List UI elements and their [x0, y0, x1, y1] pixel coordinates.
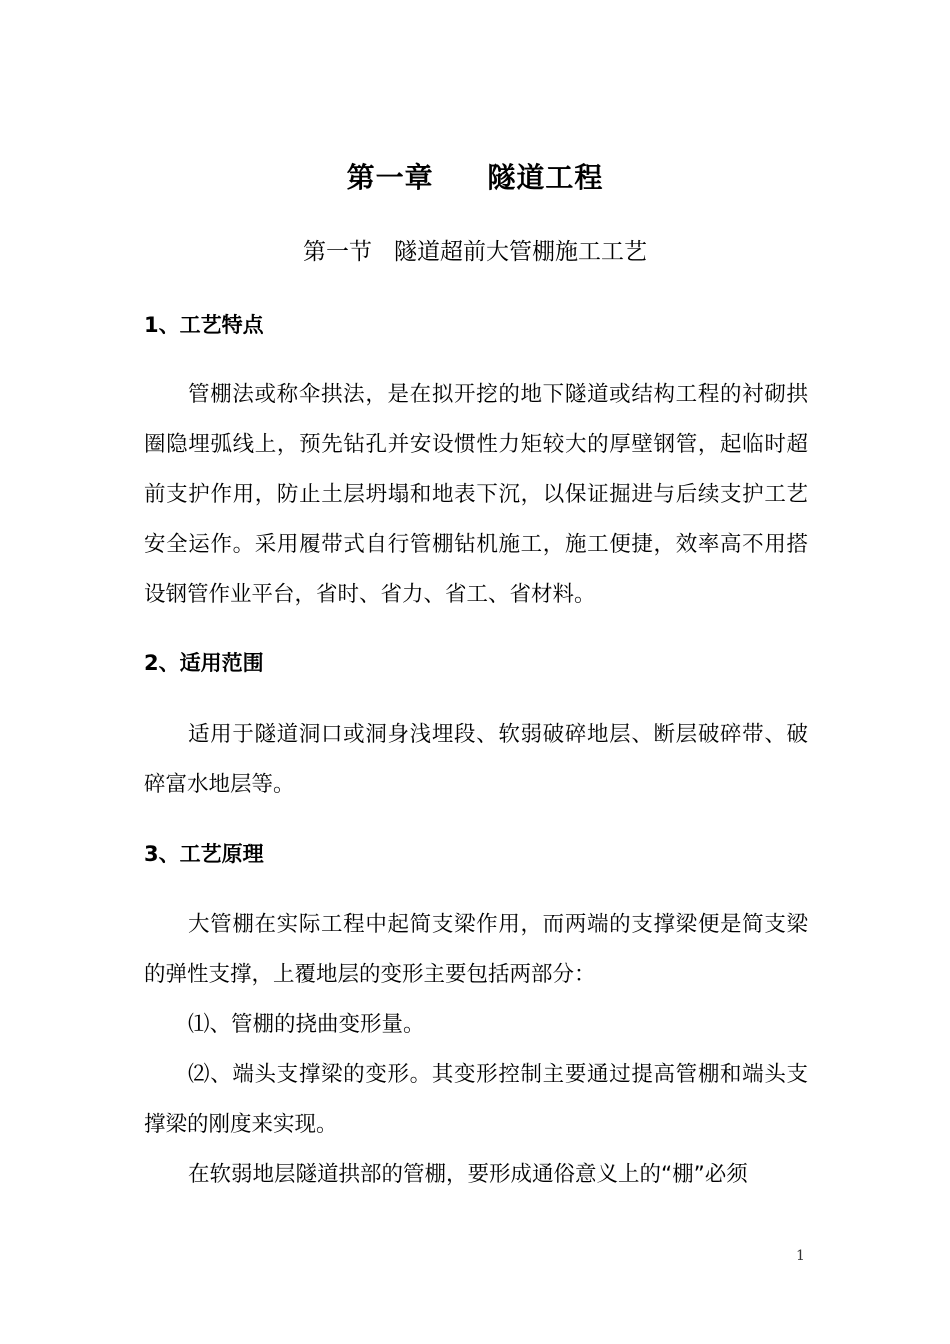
- section-title: 第一节 隧道超前大管棚施工工艺: [303, 239, 647, 265]
- heading-process-features: 1、工艺特点: [144, 313, 264, 337]
- heading-scope: 2、适用范围: [144, 651, 264, 675]
- paragraph-principle-item-1: ⑴、管棚的挠曲变形量。: [188, 1012, 425, 1037]
- page-number: 1: [796, 1248, 805, 1264]
- paragraph-process-features: 管棚法或称伞拱法，是在拟开挖的地下隧道或结构工程的衬砌拱圈隐埋弧线上，预先钻孔并安设惯性力矩较大的厚壁钢管，起临时超前支护作用，防止土层坍塌和地表下沉，以保证掘进与后续支护工艺安全运作。采用履带式自行管棚钻机施工，施工便捷，效率高不用搭设钢管作业平台，省时、省力、省工、省材料。: [144, 382, 808, 607]
- paragraph-principle-continued: 在软弱地层隧道拱部的管棚，要形成通俗意义上的“棚”必须: [188, 1162, 748, 1187]
- paragraph-scope: 适用于隧道洞口或洞身浅埋段、软弱破碎地层、断层破碎带、破碎富水地层等。: [144, 722, 808, 797]
- paragraph-principle-intro: 大管棚在实际工程中起简支梁作用，而两端的支撑梁便是简支梁的弹性支撑，上覆地层的变形主要包括两部分：: [144, 912, 808, 987]
- heading-principle: 3、工艺原理: [144, 842, 264, 866]
- paragraph-principle-item-2: ⑵、端头支撑梁的变形。其变形控制主要通过提高管棚和端头支撑梁的刚度来实现。: [144, 1062, 808, 1137]
- chapter-title: 第一章 隧道工程: [346, 161, 604, 194]
